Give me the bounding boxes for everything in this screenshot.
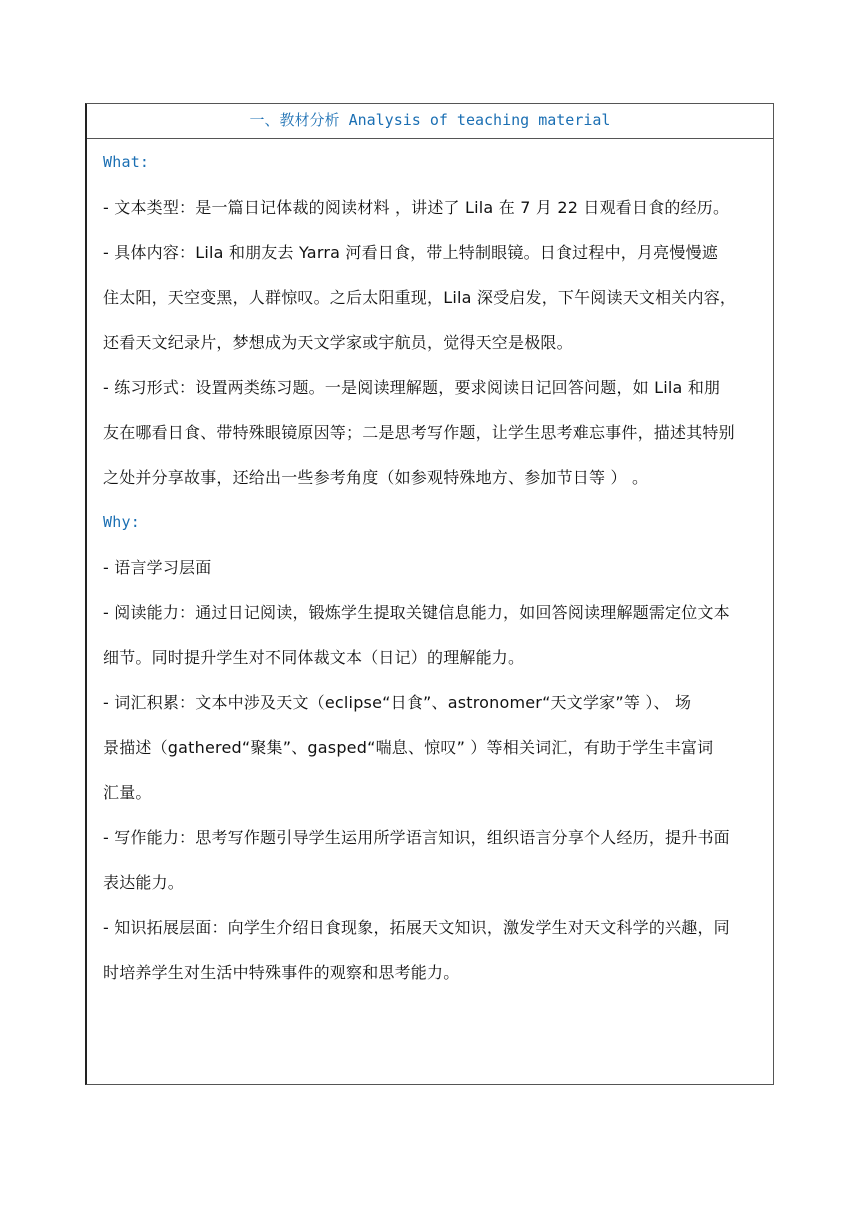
text-line: 汇量。 (103, 783, 152, 802)
section-title: 一、教材分析 Analysis of teaching material (249, 111, 611, 129)
text-line: 之处并分享故事，还给出一些参考角度（如参观特殊地方、参加节日等 ） 。 (103, 468, 649, 487)
what-heading: What: (103, 153, 150, 171)
text-line: - 文本类型：是一篇日记体裁的阅读材料 ，讲述了 Lila 在 7 月 22 日观看日食的经历。 (103, 198, 730, 217)
text-line: 友在哪看日食、带特殊眼镜原因等；二是思考写作题，让学生思考难忘事件，描述其特别 (103, 423, 735, 442)
analysis-table (85, 103, 774, 1085)
text-line: - 具体内容：Lila 和朋友去 Yarra 河看日食，带上特制眼镜。日食过程中，月亮慢慢遮 (103, 243, 718, 262)
text-line: 景描述（gathered“聚集”、gasped“喘息、惊叹” ）等相关词汇，有助于学生丰富词 (103, 738, 714, 757)
text-line: - 词汇积累：文本中涉及天文（eclipse“日食”、astronomer“天文学家”等 ）、 场 (103, 693, 692, 712)
why-heading: Why: (103, 513, 140, 531)
table-header-row (87, 104, 773, 139)
text-line: - 练习形式：设置两类练习题。一是阅读理解题，要求阅读日记回答问题，如 Lila 和朋 (103, 378, 721, 397)
text-line: 表达能力。 (103, 873, 185, 892)
text-line: - 阅读能力：通过日记阅读，锻炼学生提取关键信息能力，如回答阅读理解题需定位文本 (103, 603, 730, 622)
text-line: 细节。同时提升学生对不同体裁文本（日记）的理解能力。 (103, 648, 525, 667)
text-line: - 语言学习层面 (103, 558, 212, 577)
table-body-cell (103, 140, 775, 995)
text-line: 住太阳，天空变黑，人群惊叹。之后太阳重现，Lila 深受启发，下午阅读天文相关内容， (103, 288, 737, 307)
text-line: 时培养学生对生活中特殊事件的观察和思考能力。 (103, 963, 460, 982)
text-line: - 写作能力：思考写作题引导学生运用所学语言知识，组织语言分享个人经历，提升书面 (103, 828, 730, 847)
text-line: 还看天文纪录片，梦想成为天文学家或宇航员，觉得天空是极限。 (103, 333, 573, 352)
text-line: - 知识拓展层面：向学生介绍日食现象，拓展天文知识，激发学生对天文科学的兴趣，同 (103, 918, 730, 937)
